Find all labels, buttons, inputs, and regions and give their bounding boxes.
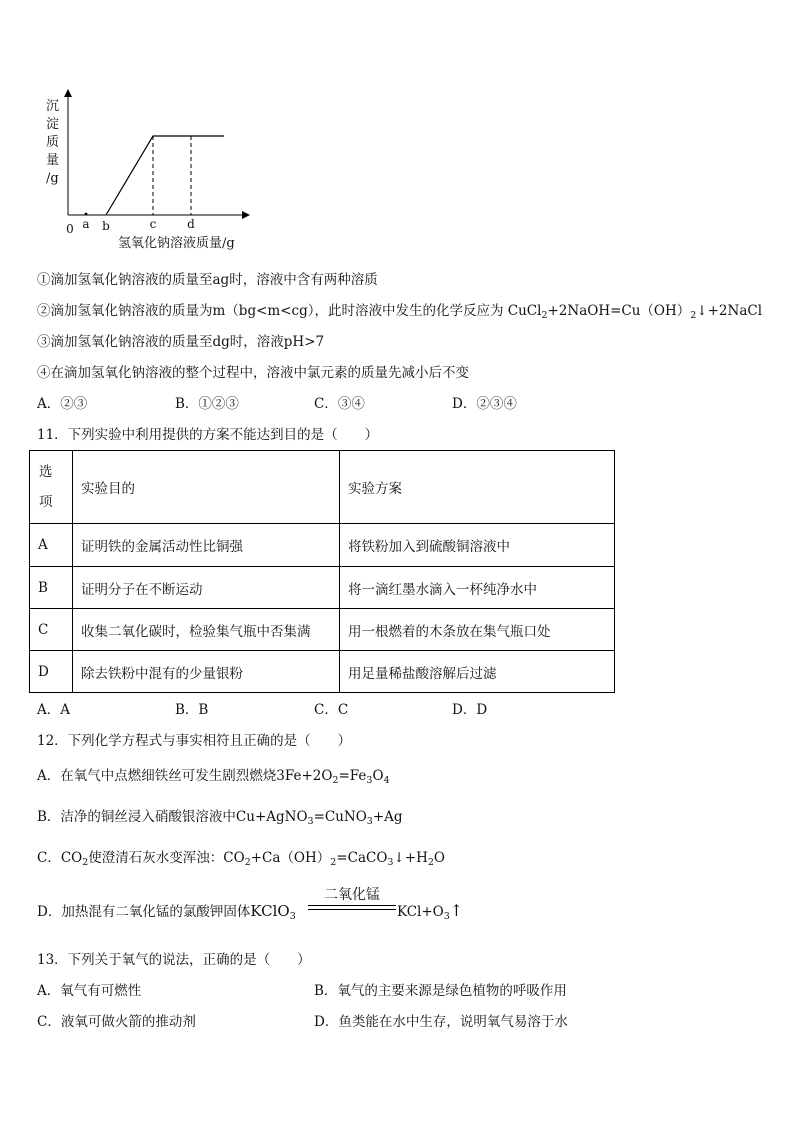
q13-option-b[interactable]: B．氧气的主要来源是绿色植物的呼吸作用 [314,983,567,999]
header-purpose: 实验目的 [73,451,340,524]
table-cell: 收集二氧化碳时，检验集气瓶中否集满 [73,609,340,651]
q10-statement-4: ④在滴加氢氧化钠溶液的整个过程中，溶液中氯元素的质量先减小后不变 [37,365,469,381]
x-tick-label-a: a [82,217,90,231]
q10-option-b[interactable]: B．①②③ [175,396,239,412]
q10-statement-1: ①滴加氢氧化钠溶液的质量至ag时，溶液中含有两种溶质 [37,272,378,288]
header-method: 实验方案 [340,451,615,524]
table-cell: B [30,567,73,609]
table-cell: 证明分子在不断运动 [73,567,340,609]
table-row [30,651,615,693]
x-axis-label: 氢氧化钠溶液质量/g [118,236,235,251]
q13-option-d[interactable]: D．鱼类能在水中生存，说明氧气易溶于水 [314,1014,568,1030]
table-cell: 除去铁粉中混有的少量银粉 [73,651,340,693]
x-tick-label-b: b [102,219,110,233]
q10-option-c[interactable]: C．③④ [314,396,365,412]
y-axis-label-char: 沉 [46,99,60,114]
table-row [30,524,615,567]
q10-option-a[interactable]: A．②③ [37,396,88,412]
q10-statement-3: ③滴加氢氧化钠溶液的质量至dg时，溶液pH>7 [37,334,325,350]
table-cell: 将铁粉加入到硫酸铜溶液中 [340,524,615,567]
q10-statement-2: ②滴加氢氧化钠溶液的质量为m（bg<m<cg），此时溶液中发生的化学反应为 $CuCl_2+2NaOH=Cu(OH)_2↓+2NaCl$ [37,303,763,321]
y-axis-label-char: 量 [46,153,60,168]
reaction-condition: 二氧化锰 [324,887,380,903]
q13-option-c[interactable]: C．液氧可做火箭的推动剂 [37,1014,196,1030]
table-cell: 用一根燃着的木条放在集气瓶口处 [340,609,615,651]
x-tick-label-c: c [149,217,157,231]
q10-option-d[interactable]: D．②③④ [452,396,517,412]
equals-line-top [308,905,396,906]
q11-option-d[interactable]: D．D [452,702,488,718]
q11-option-c[interactable]: C．C [314,702,349,718]
point-a-marker [85,213,88,216]
q12-option-b[interactable]: B．洁净的铜丝浸入硝酸银溶液中Cu+AgNO$_3$=CuNO$_3$+Ag [37,809,403,827]
table-header-row [30,451,615,524]
q13-option-a[interactable]: A．氧气有可燃性 [37,983,142,999]
table-cell: D [30,651,73,693]
q12-option-a[interactable]: A．在氧气中点燃细铁丝可发生剧烈燃烧$3Fe+2O_2=Fe_3O_4$ [37,768,390,786]
experiment-table [29,450,615,693]
y-axis-label-char: /g [46,171,59,186]
table-cell: 将一滴红墨水滴入一杯纯净水中 [340,567,615,609]
x-tick-label-d: d [187,217,195,231]
q12-option-c[interactable]: C．$CO_2$使澄清石灰水变浑浊：$CO_2+Ca(OH)_2=CaCO_3↓+H_2O$ [37,850,445,868]
q12-stem: 12．下列化学方程式与事实相符且正确的是（ ） [37,733,352,749]
y-axis-label-char: 淀 [46,117,60,132]
y-axis-label-char: 质 [46,135,60,150]
header-option [30,451,73,524]
precipitate-chart [0,0,794,260]
equals-line-bottom [308,909,396,910]
q12-option-d[interactable]: D．加热混有二氧化锰的氯酸钾固体KClO$_3$ [37,902,296,922]
q13-stem: 13．下列关于氧气的说法，正确的是（ ） [37,952,311,968]
header-option-label: 选项 [39,464,53,510]
table-cell: C [30,609,73,651]
table-row [30,567,615,609]
series-line [106,136,224,215]
q12-option-d-product: $KCl+O_3↑$ [397,901,464,922]
table-cell: 证明铁的金属活动性比铜强 [73,524,340,567]
q11-option-b[interactable]: B．B [175,702,209,718]
table-cell: A [30,524,73,567]
table-cell: 用足量稀盐酸溶解后过滤 [340,651,615,693]
origin-label: 0 [66,222,74,236]
table-row [30,609,615,651]
q11-stem: 11．下列实验中利用提供的方案不能达到目的是（ ） [37,427,379,443]
q11-option-a[interactable]: A．A [37,702,70,718]
